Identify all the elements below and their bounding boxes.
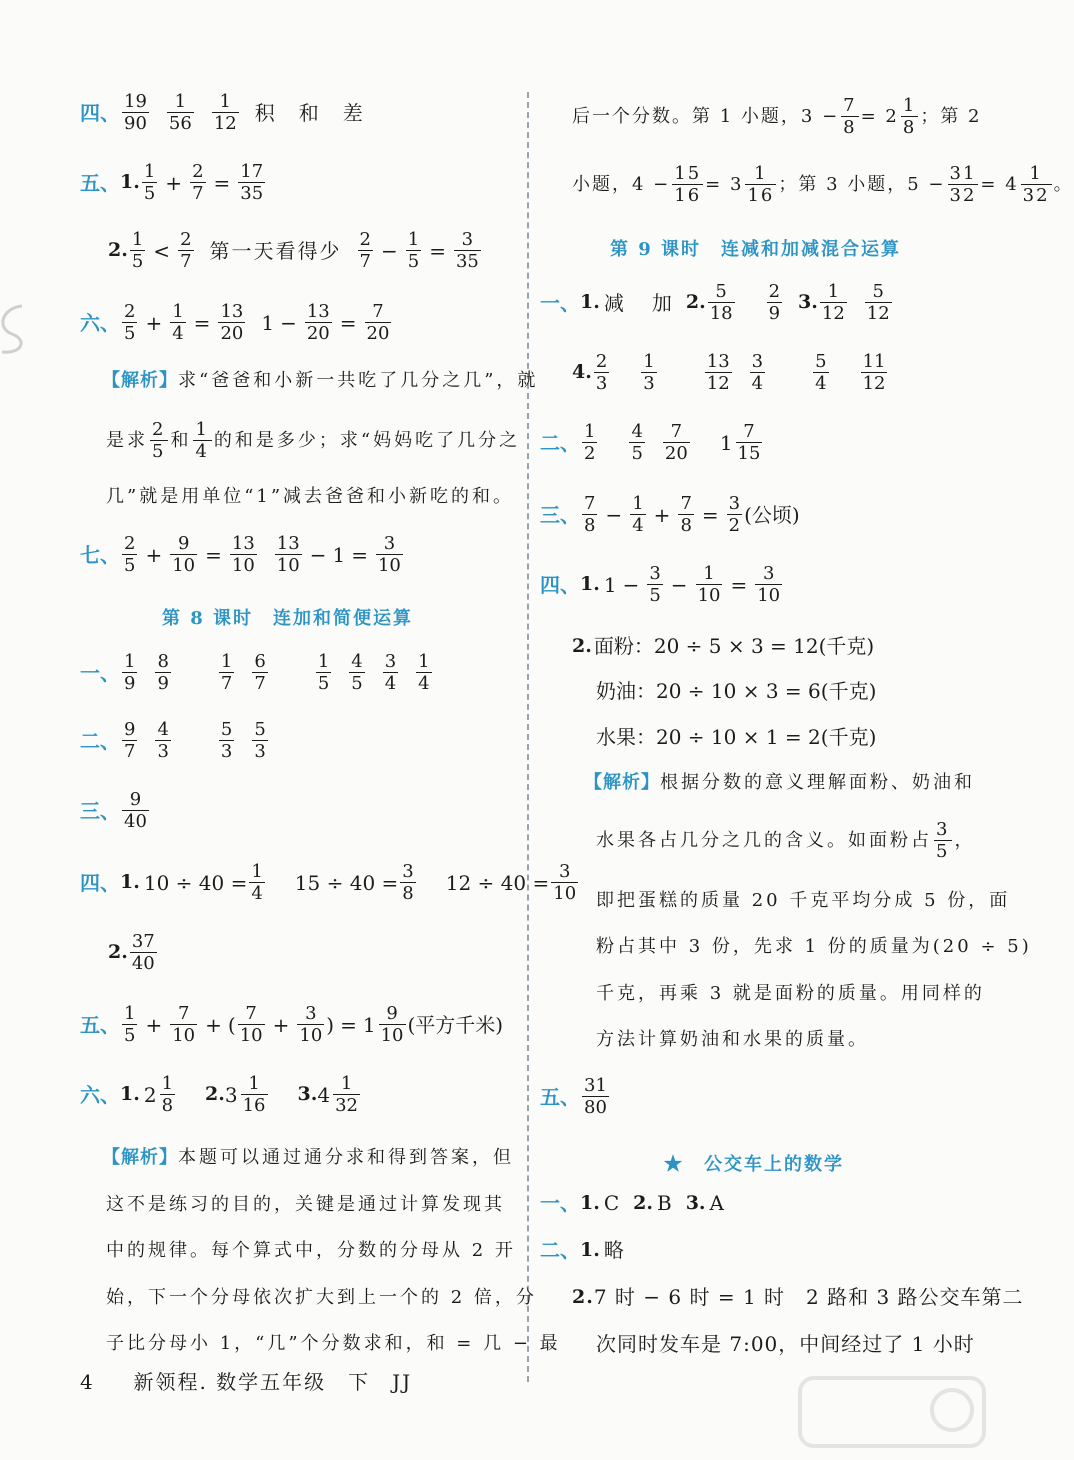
analysis-8-line-3: 中的规律。每个算式中，分数的分母从 2 开 bbox=[106, 1240, 516, 1261]
q6-row: 六、 $\frac{2}{5}$ + $\frac{1}{4}$ = $\frac{13}{20}$ 1 − $\frac{13}{20}$ = $\frac{7}{20}$ bbox=[80, 301, 390, 345]
sub-number: 2. bbox=[633, 1191, 653, 1214]
fraction: $\frac{9}{10}$ bbox=[380, 1003, 404, 1047]
fraction: $\frac{5}{3}$ bbox=[220, 719, 233, 763]
fraction: $\frac{3}{35}$ bbox=[455, 229, 479, 273]
fraction: $\frac{1}{16}$ bbox=[747, 163, 775, 207]
fraction: $\frac{1}{10}$ bbox=[697, 563, 721, 607]
fraction: $\frac{3}{5}$ bbox=[649, 563, 661, 607]
fraction: $\frac{5}{12}$ bbox=[866, 281, 890, 325]
q-number: 二、 bbox=[80, 728, 120, 753]
q9-4b-line-1: 2. 面粉：20 ÷ 5 × 3 = 12(千克) bbox=[572, 634, 875, 658]
fraction: $\frac{2}{5}$ bbox=[152, 419, 167, 463]
fraction: $\frac{19}{90}$ bbox=[124, 91, 147, 135]
fraction: $\frac{9}{10}$ bbox=[172, 533, 196, 577]
q5-1-row: 五、 1. $\frac{1}{5}$ + $\frac{2}{7}$ = $\frac{17}{35}$ bbox=[80, 161, 264, 205]
fraction: $\frac{3}{10}$ bbox=[299, 1003, 323, 1047]
fraction: $\frac{5}{18}$ bbox=[709, 281, 733, 325]
q9-4b-line-2: 奶油：20 ÷ 10 × 3 = 6(千克) bbox=[596, 679, 877, 703]
q9-4b-line-3: 水果：20 ÷ 10 × 1 = 2(千克) bbox=[596, 725, 877, 749]
fraction: $\frac{2}{5}$ bbox=[124, 533, 136, 577]
fraction: $\frac{13}{20}$ bbox=[306, 301, 330, 345]
fraction: $\frac{6}{7}$ bbox=[254, 651, 266, 695]
fraction: $\frac{7}{10}$ bbox=[239, 1003, 263, 1047]
fraction: $\frac{7}{15}$ bbox=[737, 421, 761, 465]
fraction: $\frac{4}{5}$ bbox=[351, 651, 363, 695]
analysis-6-line-3: 几”就是用单位“1”减去爸爸和小新吃的和。 bbox=[106, 486, 515, 507]
q-number: 一、 bbox=[80, 660, 120, 685]
fraction: $\frac{1}{5}$ bbox=[407, 229, 420, 273]
fraction: $\frac{1}{5}$ bbox=[124, 1003, 136, 1047]
q9-2-row bbox=[540, 422, 764, 464]
q-number: 五、 bbox=[80, 1012, 120, 1037]
fraction: $\frac{7}{8}$ bbox=[680, 493, 692, 537]
sub-number: 1. bbox=[580, 1191, 600, 1214]
page-number: 4 bbox=[80, 1370, 95, 1394]
fraction: $\frac{7}{8}$ bbox=[584, 493, 596, 537]
sub-number: 3. bbox=[685, 1191, 706, 1214]
integer: 1 bbox=[332, 542, 346, 567]
qs2b-line-1: 2. 7 时 − 6 时 = 1 时 2 路和 3 路公交车第二 bbox=[572, 1285, 1024, 1309]
fraction: $\frac{1}{32}$ bbox=[1022, 163, 1050, 207]
sub-number: 4. bbox=[572, 361, 592, 384]
fraction: $\frac{4}{5}$ bbox=[631, 421, 643, 465]
fraction: $\frac{1}{4}$ bbox=[632, 493, 644, 537]
sub-number: 3. bbox=[798, 291, 818, 314]
integer: 1 bbox=[719, 430, 733, 455]
qs2-row: 二、 1. 略 bbox=[540, 1238, 624, 1262]
qs2b-line-2: 次同时发车是 7:00，中间经过了 1 小时 bbox=[596, 1332, 975, 1356]
fraction: $\frac{1}{5}$ bbox=[317, 651, 330, 695]
fraction: $\frac{31}{80}$ bbox=[584, 1075, 607, 1119]
fraction: $\frac{2}{7}$ bbox=[180, 229, 192, 273]
fraction: $\frac{7}{20}$ bbox=[366, 301, 390, 345]
fraction: $\frac{5}{3}$ bbox=[254, 719, 266, 763]
fraction: $\frac{3}{10}$ bbox=[757, 563, 781, 607]
fraction: $\frac{1}{3}$ bbox=[643, 351, 655, 395]
fraction: $\frac{1}{7}$ bbox=[220, 651, 233, 695]
fraction: $\frac{3}{10}$ bbox=[553, 861, 577, 905]
fraction: $\frac{17}{35}$ bbox=[240, 161, 264, 205]
sub-number: 3. bbox=[297, 1083, 318, 1106]
fraction: $\frac{1}{9}$ bbox=[124, 651, 136, 695]
q6-number: 六、 bbox=[80, 310, 120, 335]
q8-6-row: 六、 1. 2 $\frac{1}{8}$ 2. 3 $\frac{1}{16}$ 3. 4 $\frac{1}{32}$ bbox=[80, 1073, 358, 1117]
fraction: $\frac{1}{8}$ bbox=[161, 1073, 174, 1117]
integer: 1 bbox=[261, 310, 275, 335]
q9-5-row bbox=[540, 1076, 611, 1118]
sub-number: 1. bbox=[120, 871, 140, 894]
sub-number: 2. bbox=[108, 941, 128, 964]
analysis-tag: 【解析】 bbox=[584, 772, 660, 793]
fraction: $\frac{3}{5}$ bbox=[936, 819, 951, 863]
fraction: $\frac{2}{5}$ bbox=[124, 301, 136, 345]
fraction: $\frac{1}{8}$ bbox=[902, 95, 917, 139]
q4-words: 积 和 差 bbox=[254, 100, 365, 125]
fraction: $\frac{13}{10}$ bbox=[231, 533, 255, 577]
q5-2-row: 2. $\frac{1}{5}$ < $\frac{2}{7}$ 第一天看得少 $\frac{2}{7}$ − $\frac{1}{5}$ = $\frac{3}{35}$ bbox=[108, 229, 479, 273]
analysis-cont-line-2: 小题，4 − $\frac{15}{16}$ = 3 $\frac{1}{16}$ ；第 3 小题，5 − $\frac{31}{32}$ = 4 $\frac{1}{32}$ 。 bbox=[572, 163, 1074, 207]
fraction: $\frac{7}{20}$ bbox=[664, 421, 688, 465]
fraction: $\frac{7}{8}$ bbox=[843, 95, 857, 139]
fraction: $\frac{2}{3}$ bbox=[595, 351, 608, 395]
lesson-8-heading: 第 8 课时 连加和简便运算 bbox=[162, 608, 414, 629]
fraction: $\frac{2}{9}$ bbox=[768, 281, 781, 325]
analysis-tag: 【解析】 bbox=[102, 370, 178, 391]
integer: 1 bbox=[362, 1012, 376, 1037]
fraction: $\frac{9}{7}$ bbox=[124, 719, 136, 763]
analysis-8-line-4: 始，下一个分母依次扩大到上一个的 2 倍，分 bbox=[106, 1287, 537, 1308]
sub-number: 2. bbox=[108, 239, 128, 262]
bus-math-heading: ★ 公交车上的数学 bbox=[664, 1154, 844, 1175]
q-number: 三、 bbox=[80, 798, 120, 823]
fraction: $\frac{3}{4}$ bbox=[384, 651, 397, 695]
q8-2-row bbox=[80, 720, 270, 762]
fraction: $\frac{1}{32}$ bbox=[335, 1073, 358, 1117]
column-divider bbox=[527, 92, 529, 1382]
q8-4-row: 四、 1. 10 ÷ 40 = $\frac{1}{4}$ 15 ÷ 40 = $\frac{3}{8}$ 12 ÷ 40 = $\frac{3}{10}$ bbox=[80, 861, 577, 905]
unit: (平方千米) bbox=[407, 1012, 504, 1037]
answer-text: 第一天看得少 bbox=[209, 238, 342, 263]
fraction: $\frac{8}{9}$ bbox=[157, 651, 169, 695]
fraction: $\frac{15}{16}$ bbox=[674, 163, 702, 207]
analysis-8-line-1: 【解析】本题可以通过通分求和得到答案，但 bbox=[102, 1147, 514, 1168]
fraction: $\frac{13}{20}$ bbox=[220, 301, 244, 345]
q-number: 一、 bbox=[540, 290, 580, 315]
q5-number: 五、 bbox=[80, 170, 120, 195]
fraction: $\frac{1}{56}$ bbox=[168, 91, 192, 135]
sub-number: 1. bbox=[120, 171, 140, 194]
q8-4b-row bbox=[108, 932, 159, 974]
analysis-9-line-2: 水果各占几分之几的含义。如面粉占 $\frac{3}{5}$ ， bbox=[596, 819, 976, 863]
fraction: $\frac{1}{16}$ bbox=[242, 1073, 266, 1117]
sub-number: 2. bbox=[572, 634, 592, 657]
q4-row bbox=[80, 92, 365, 134]
q-number: 四、 bbox=[540, 572, 580, 597]
lesson-9-heading: 第 9 课时 连减和加减混合运算 bbox=[610, 239, 902, 260]
q9-1-row: 一、 1. 减 加 2. $\frac{5}{18}$ $\frac{2}{9}$ 3. $\frac{1}{12}$ $\frac{5}{12}$ bbox=[540, 281, 890, 325]
page-footer bbox=[80, 1366, 412, 1395]
fraction: $\frac{3}{8}$ bbox=[402, 861, 414, 905]
q-number: 二、 bbox=[540, 1238, 580, 1262]
fraction: $\frac{1}{2}$ bbox=[584, 421, 596, 465]
analysis-9-line-5: 千克，再乘 3 就是面粉的质量。用同样的 bbox=[596, 983, 985, 1004]
fraction: $\frac{1}{4}$ bbox=[195, 419, 210, 463]
fraction: $\frac{4}{3}$ bbox=[157, 719, 169, 763]
sub-number: 1. bbox=[580, 291, 600, 314]
q8-3-row bbox=[80, 790, 151, 832]
analysis-9-line-3: 即把蛋糕的质量 20 千克平均分成 5 份，面 bbox=[596, 890, 1011, 911]
fraction: $\frac{37}{40}$ bbox=[131, 931, 155, 975]
q8-1-row bbox=[80, 652, 434, 694]
fraction: $\frac{1}{12}$ bbox=[821, 281, 845, 325]
analysis-9-line-4: 粉占其中 3 份，先求 1 份的质量为(20 ÷ 5) bbox=[596, 936, 1032, 957]
q-number: 二、 bbox=[540, 430, 580, 455]
q-number: 四、 bbox=[80, 870, 120, 895]
q4-number: 四、 bbox=[80, 100, 120, 125]
analysis-6-line-2: 是求 $\frac{2}{5}$ 和 $\frac{1}{4}$ 的和是多少；求“妈妈吃了几分之 bbox=[106, 419, 521, 463]
sub-number: 2. bbox=[205, 1083, 225, 1106]
analysis-cont-line-1: 后一个分数。第 1 小题，3 − $\frac{7}{8}$ = 2 $\frac{1}{8}$ ；第 2 bbox=[572, 95, 982, 139]
fraction: $\frac{13}{12}$ bbox=[706, 351, 730, 395]
fraction: $\frac{5}{4}$ bbox=[815, 351, 827, 395]
q9-4-row: 四、 1. 1 − $\frac{3}{5}$ − $\frac{1}{10}$ = $\frac{3}{10}$ bbox=[540, 563, 781, 607]
sub-number: 2. bbox=[685, 291, 706, 314]
binding-mark-icon bbox=[0, 298, 32, 358]
fraction: $\frac{1}{4}$ bbox=[172, 301, 184, 345]
fraction: $\frac{31}{32}$ bbox=[949, 163, 977, 207]
analysis-8-line-5: 子比分母小 1，“几”个分数求和，和 = 几 − 最 bbox=[106, 1333, 561, 1354]
watermark-logo-icon bbox=[792, 1372, 992, 1452]
fraction: $\frac{1}{5}$ bbox=[143, 161, 156, 205]
sub-number: 2. bbox=[572, 1285, 594, 1308]
analysis-9-line-1: 【解析】根据分数的意义理解面粉、奶油和 bbox=[584, 772, 975, 793]
fraction: $\frac{11}{12}$ bbox=[862, 351, 886, 395]
fraction: $\frac{9}{40}$ bbox=[124, 789, 147, 833]
fraction: $\frac{2}{7}$ bbox=[192, 161, 204, 205]
q-number: 三、 bbox=[540, 502, 580, 527]
unit: (公顷) bbox=[744, 502, 800, 527]
fraction: $\frac{2}{7}$ bbox=[359, 229, 371, 273]
analysis-8-line-2: 这不是练习的目的，关键是通过计算发现其 bbox=[106, 1194, 505, 1215]
fraction: $\frac{1}{4}$ bbox=[251, 861, 263, 905]
q8-5-row: 五、 $\frac{1}{5}$ + $\frac{7}{10}$ + ( $\frac{7}{10}$ + $\frac{3}{10}$ ) = 1 $\frac{9}{10}$ (平方千米) bbox=[80, 1003, 504, 1047]
q7-row: 七、 $\frac{2}{5}$ + $\frac{9}{10}$ = $\frac{13}{10}$ $\frac{13}{10}$ − 1 = $\frac{3}{10}$ bbox=[80, 533, 401, 577]
qs1-row: 一、 1. C 2. B 3. A bbox=[540, 1191, 724, 1215]
sub-number: 1. bbox=[580, 573, 600, 596]
q9-3-row: 三、 $\frac{7}{8}$ − $\frac{1}{4}$ + $\frac{7}{8}$ = $\frac{3}{2}$ (公顷) bbox=[540, 493, 800, 537]
fraction: $\frac{3}{2}$ bbox=[728, 493, 741, 537]
fraction: $\frac{1}{4}$ bbox=[418, 651, 430, 695]
q-number: 一、 bbox=[540, 1191, 580, 1215]
q-number: 六、 bbox=[80, 1082, 120, 1107]
sub-number: 1. bbox=[580, 1238, 600, 1261]
fraction: $\frac{1}{5}$ bbox=[131, 229, 144, 273]
analysis-9-line-6: 方法计算奶油和水果的质量。 bbox=[596, 1029, 869, 1050]
q9-1b-row bbox=[572, 352, 889, 394]
book-title: 新领程. 数学五年级 下 JJ bbox=[133, 1370, 413, 1394]
fraction: $\frac{3}{4}$ bbox=[751, 351, 764, 395]
fraction: $\frac{7}{10}$ bbox=[172, 1003, 196, 1047]
fraction: $\frac{1}{12}$ bbox=[213, 91, 237, 135]
q7-number: 七、 bbox=[80, 542, 120, 567]
fraction: $\frac{3}{10}$ bbox=[377, 533, 401, 577]
fraction: $\frac{13}{10}$ bbox=[276, 533, 300, 577]
analysis-6-line-1: 【解析】求“爸爸和小新一共吃了几分之几”，就 bbox=[102, 370, 539, 391]
sub-number: 1. bbox=[120, 1083, 140, 1106]
q-number: 五、 bbox=[540, 1084, 580, 1109]
analysis-tag: 【解析】 bbox=[102, 1147, 178, 1168]
